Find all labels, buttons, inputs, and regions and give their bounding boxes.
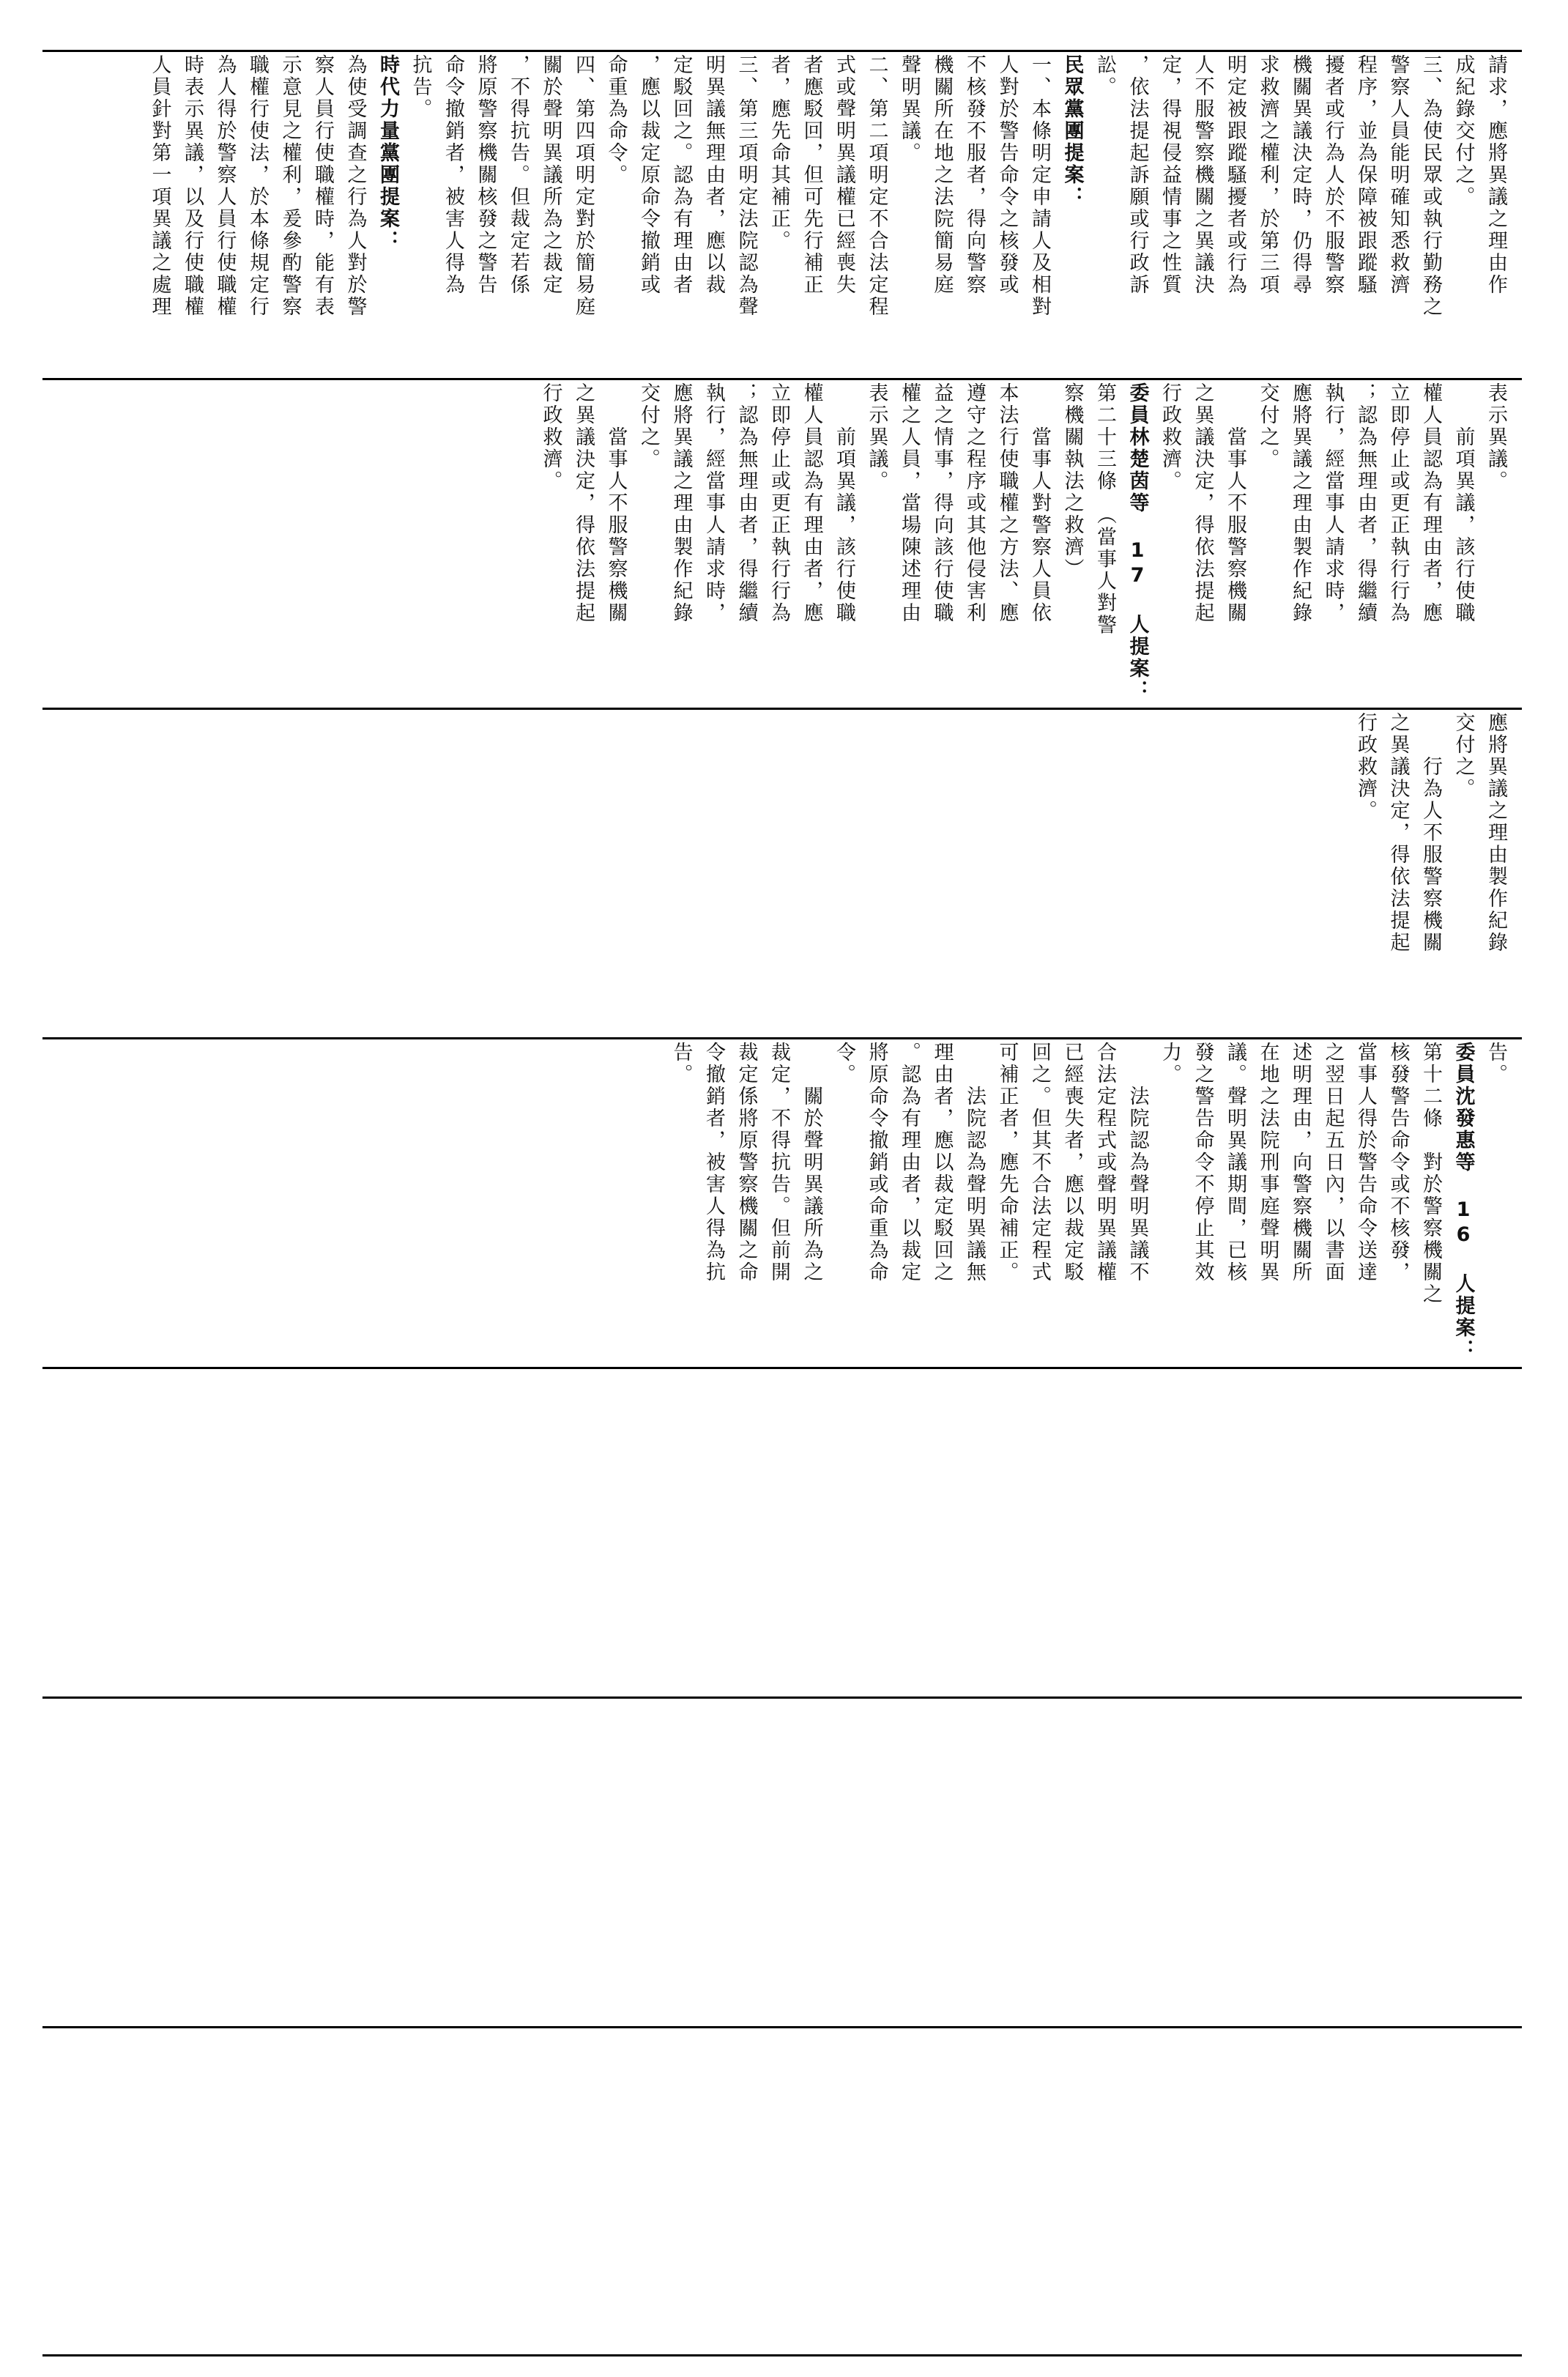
text-line: ，依法提起訴願或行政訴 xyxy=(1126,54,1149,296)
text-line: 可補正者，應先命補正。 xyxy=(995,1042,1019,1283)
text-line: 告。 xyxy=(669,1042,693,1086)
text-line: 命令撤銷者，被害人得為 xyxy=(442,54,464,296)
text-line: 核發警告命令或不核發， xyxy=(1386,1042,1410,1283)
text-line: 法院認為聲明異議不 xyxy=(1126,1042,1149,1283)
text-line: 前項異議，該行使職 xyxy=(833,382,855,624)
proposal-heading: 委員林楚茵等 17 人提案： xyxy=(1126,382,1149,702)
rule-line xyxy=(42,1037,1522,1039)
text-line: 關於聲明異議所為之 xyxy=(800,1042,823,1283)
text-line: 告。 xyxy=(1485,1042,1507,1086)
row-3-text xyxy=(1349,712,1512,1034)
text-line: 當事人對警察人員依 xyxy=(1028,382,1051,624)
text-line: 令撤銷者，被害人得為抗 xyxy=(702,1042,725,1283)
text-line: 應將異議之理由製作紀錄 xyxy=(1289,382,1312,624)
text-line: 行政救濟。 xyxy=(1159,382,1181,492)
text-line: 。認為有理由者，以裁定 xyxy=(898,1042,921,1283)
row-1-cell xyxy=(44,54,1516,375)
text-line: 為使受調查之行為人對於警 xyxy=(343,54,367,318)
text-line: 立即停止或更正執行行為 xyxy=(768,382,790,624)
row-2-text xyxy=(534,382,1512,705)
text-line: 明定被跟蹤騷擾者或行為 xyxy=(1224,54,1246,296)
text-line: 裁定，不得抗告。但前開 xyxy=(768,1042,790,1283)
text-line: 將原命令撤銷或命重為命 xyxy=(865,1042,888,1283)
text-line: 應將異議之理由製作紀錄 xyxy=(669,382,693,624)
row-3-cell xyxy=(44,712,1516,1034)
row-6-cell xyxy=(44,1701,1516,2023)
rule-line xyxy=(42,378,1522,380)
text-line: 行政救濟。 xyxy=(539,382,562,492)
text-line: 者應駁回，但可先行補正 xyxy=(800,54,823,296)
text-line: 執行，經當事人請求時， xyxy=(702,382,725,624)
text-line: 法院認為聲明異議無 xyxy=(963,1042,986,1283)
text-line: 擾者或行為人於不服警察 xyxy=(1321,54,1345,296)
row-4-cell xyxy=(44,1042,1516,1364)
text-line: ，不得抗告。但裁定若係 xyxy=(507,54,530,296)
text-line: 交付之。 xyxy=(637,382,660,470)
text-line: 當事人不服警察機關 xyxy=(1224,382,1246,624)
proposal-heading: 委員沈發惠等 16 人提案： xyxy=(1452,1042,1475,1361)
text-line: 表示異議。 xyxy=(865,382,888,492)
text-line: 合法定程式或聲明異議權 xyxy=(1093,1042,1116,1283)
text-line: 聲明異議。 xyxy=(898,54,921,164)
text-line: 本法行使職權之方法、應 xyxy=(995,382,1019,624)
text-line: 權之人員，當場陳述理由 xyxy=(898,382,921,624)
text-line: 之異議決定，得依法提起 xyxy=(1386,712,1410,954)
text-line: 回之。但其不合法定程式 xyxy=(1028,1042,1051,1283)
text-line: ；認為無理由者，得繼續 xyxy=(735,382,758,624)
rule-line xyxy=(42,2026,1522,2028)
text-line: 議。聲明異議期間，已核 xyxy=(1224,1042,1246,1283)
text-line: 求救濟之權利，於第三項 xyxy=(1256,54,1279,296)
text-line: 四、第四項明定對於簡易庭 xyxy=(572,54,595,318)
text-line: 權人員認為有理由者，應 xyxy=(1419,382,1442,624)
row-7-cell xyxy=(44,2031,1516,2353)
text-line: 者，應先命其補正。 xyxy=(768,54,790,252)
text-line: 察人員行使職權時，能有表 xyxy=(311,54,334,318)
text-line: 人不服警察機關之異議決 xyxy=(1191,54,1214,296)
text-line: 程序，並為保障被跟蹤騷 xyxy=(1354,54,1377,296)
proposal-heading: 時代力量黨團提案： xyxy=(376,54,399,252)
row-4-text xyxy=(664,1042,1512,1364)
text-line: 抗告。 xyxy=(409,54,432,120)
text-line: 之異議決定，得依法提起 xyxy=(1191,382,1214,624)
text-line: 應將異議之理由製作紀錄 xyxy=(1485,712,1507,954)
text-line: 示意見之權利，爰參酌警察 xyxy=(278,54,302,318)
text-line: 令。 xyxy=(833,1042,855,1086)
text-line: 命重為命令。 xyxy=(604,54,628,186)
text-line: 當事人得於警告命令送達 xyxy=(1354,1042,1377,1283)
text-line: 交付之。 xyxy=(1256,382,1279,470)
row-5-cell xyxy=(44,1371,1516,1694)
text-line: 前項異議，該行使職 xyxy=(1452,382,1475,624)
text-line: 關於聲明異議所為之裁定 xyxy=(539,54,562,296)
text-line: 一、本條明定申請人及相對 xyxy=(1028,54,1051,318)
text-line: 在地之法院刑事庭聲明異 xyxy=(1256,1042,1279,1283)
text-line: 人員針對第一項異議之處理 xyxy=(148,54,171,318)
row-2-cell xyxy=(44,382,1516,705)
text-line: 益之情事，得向該行使職 xyxy=(930,382,954,624)
proposal-heading: 民眾黨團提案： xyxy=(1060,54,1084,208)
text-line: 警察人員能明確知悉救濟 xyxy=(1386,54,1410,296)
text-line: 時表示異議，以及行使職權 xyxy=(181,54,204,318)
text-line: 權人員認為有理由者，應 xyxy=(800,382,823,624)
text-line: 機關異議決定時，仍得尋 xyxy=(1289,54,1312,296)
text-line: 三、第三項明定法院認為聲 xyxy=(735,54,758,318)
text-line: 式或聲明異議權已經喪失 xyxy=(833,54,855,296)
rule-line xyxy=(42,1367,1522,1369)
row-1-text xyxy=(143,54,1512,375)
rule-line xyxy=(42,50,1522,52)
rule-line xyxy=(42,1696,1522,1699)
text-line: 人對於警告命令之核發或 xyxy=(995,54,1019,296)
text-line: 述明理由，向警察機關所 xyxy=(1289,1042,1312,1283)
text-line: 力。 xyxy=(1159,1042,1181,1086)
text-line: 交付之。 xyxy=(1452,712,1475,800)
text-line: 為人得於警察人員行使職權 xyxy=(213,54,237,318)
text-line: 已經喪失者，應以裁定駁 xyxy=(1060,1042,1084,1283)
text-line: 行為人不服警察機關 xyxy=(1419,712,1442,954)
text-line: 執行，經當事人請求時， xyxy=(1321,382,1345,624)
text-line: 職權行使法，於本條規定行 xyxy=(246,54,269,318)
text-line: 不核發不服者，得向警察 xyxy=(963,54,986,296)
text-line: 機關所在地之法院簡易庭 xyxy=(930,54,954,296)
text-line: 請求，應將異議之理由作 xyxy=(1485,54,1507,296)
rule-line xyxy=(42,708,1522,710)
text-line: 定，得視侵益情事之性質 xyxy=(1159,54,1181,296)
text-line: 當事人不服警察機關 xyxy=(604,382,628,624)
text-line: 行政救濟。 xyxy=(1354,712,1377,822)
text-line: 第二十三條 （當事人對警 xyxy=(1093,382,1116,637)
text-line: 表示異議。 xyxy=(1485,382,1507,492)
text-line: 三、為使民眾或執行勤務之 xyxy=(1419,54,1442,318)
text-line: 第十二條 對於警察機關之 xyxy=(1419,1042,1442,1305)
text-line: 發之警告命令不停止其效 xyxy=(1191,1042,1214,1283)
text-line: 之翌日起五日內，以書面 xyxy=(1321,1042,1345,1283)
rule-line xyxy=(42,2354,1522,2356)
text-line: 明異議無理由者，應以裁 xyxy=(702,54,725,296)
text-line: 之異議決定，得依法提起 xyxy=(572,382,595,624)
text-line: 定駁回之。認為有理由者 xyxy=(669,54,693,296)
text-line: 裁定係將原警察機關之命 xyxy=(735,1042,758,1283)
text-line: 成紀錄交付之。 xyxy=(1452,54,1475,208)
text-line: 訟。 xyxy=(1093,54,1116,98)
text-line: 理由者，應以裁定駁回之 xyxy=(930,1042,954,1283)
text-line: ；認為無理由者，得繼續 xyxy=(1354,382,1377,624)
text-line: 將原警察機關核發之警告 xyxy=(474,54,497,296)
text-line: ，應以裁定原命令撤銷或 xyxy=(637,54,660,296)
text-line: 立即停止或更正執行行為 xyxy=(1386,382,1410,624)
text-line: 察機關執法之救濟） xyxy=(1060,382,1084,580)
text-line: 遵守之程序或其他侵害利 xyxy=(963,382,986,624)
text-line: 二、第二項明定不合法定程 xyxy=(865,54,888,318)
